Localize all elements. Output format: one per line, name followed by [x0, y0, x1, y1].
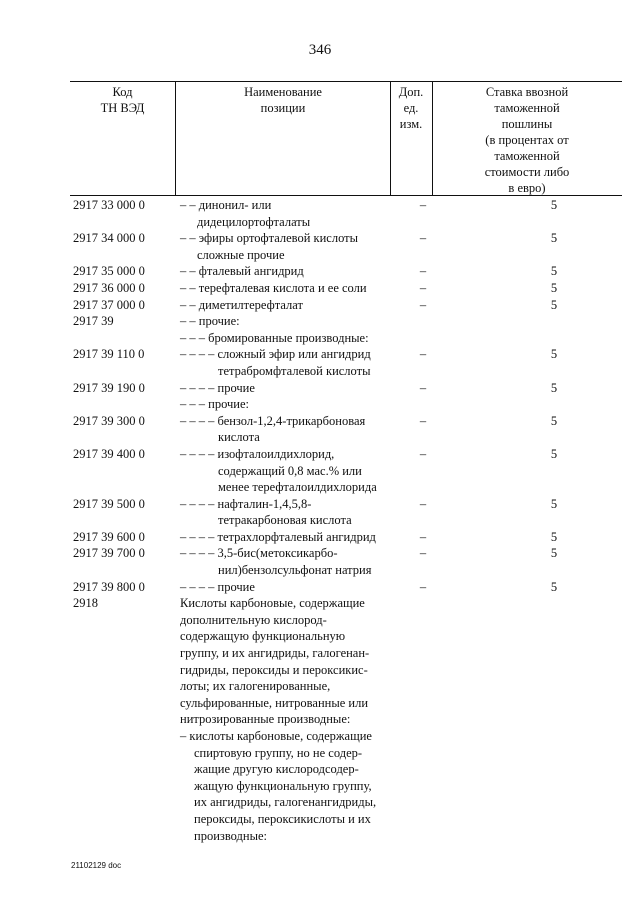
row-name-line: – кислоты карбоновые, содержащие: [180, 729, 372, 743]
row-rate: [456, 313, 622, 330]
row-unit: [390, 313, 456, 330]
row-name-line: сложные прочие: [197, 247, 285, 262]
header-rate: Ставка ввозной таможенной пошлины (в процентах от таможенной стоимости либо в евро): [484, 85, 570, 195]
table-row: [70, 595, 622, 728]
row-name-line: спиртовую группу, но не содер-: [194, 745, 363, 760]
row-unit: –: [419, 579, 427, 594]
row-rate: 5: [550, 496, 558, 511]
row-unit: –: [419, 231, 427, 246]
row-name-line: Кислоты карбоновые, содержащие: [180, 596, 365, 611]
row-rate: 5: [550, 280, 558, 295]
row-rate: [456, 728, 622, 844]
row-code: [70, 396, 178, 413]
table-row: [70, 197, 622, 230]
row-name: [178, 545, 390, 578]
row-name: [178, 595, 390, 728]
table-row: [70, 396, 622, 413]
row-unit: [390, 595, 456, 728]
row-rate: 5: [550, 297, 558, 312]
row-name: [178, 330, 390, 347]
row-name: [178, 579, 390, 596]
row-code: [70, 330, 178, 347]
row-name-line: – – – – сложный эфир или ангидрид: [180, 347, 371, 362]
row-name-line: – – – прочие:: [180, 397, 249, 412]
row-unit: –: [419, 198, 427, 212]
row-rate: [456, 330, 622, 347]
page-number: 346: [308, 42, 332, 58]
row-name-line: производные:: [194, 828, 267, 843]
document-file-id: 21102129 doc: [71, 861, 122, 870]
row-name-line: содержащий 0,8 мас.% или: [218, 463, 362, 478]
table-body: [70, 196, 622, 844]
row-name-line: – – фталевый ангидрид: [180, 264, 304, 279]
row-unit: [390, 728, 456, 844]
table-row: [70, 346, 622, 379]
tariff-table: [70, 81, 622, 844]
table-row: [70, 529, 622, 546]
row-name: [178, 446, 390, 496]
row-code: [70, 728, 178, 844]
row-code: 2917 39 400 0: [73, 446, 145, 461]
row-name-line: – – – – нафталин-1,4,5,8-: [180, 496, 312, 511]
row-name-line: – – динонил- или: [180, 198, 272, 212]
row-code: 2917 36 000 0: [73, 280, 145, 295]
table-row: [70, 263, 622, 280]
row-name: [178, 263, 390, 280]
row-name-line: группу, и их ангидриды, галогенан-: [180, 646, 370, 661]
row-name: [178, 230, 390, 263]
row-unit: –: [419, 496, 427, 511]
row-code: 2917 39 110 0: [73, 347, 145, 362]
row-name-line: – – – бромированные производные:: [180, 330, 369, 345]
row-name-line: лоты; их галогенированные,: [180, 679, 331, 694]
row-unit: –: [419, 264, 427, 279]
row-name-line: кислота: [218, 430, 260, 445]
row-rate: 5: [550, 446, 558, 461]
row-name-line: – – диметилтерефталат: [180, 297, 303, 312]
row-rate: 5: [550, 413, 558, 428]
row-code: 2918: [73, 596, 98, 611]
row-name-line: содержащую функциональную: [180, 629, 346, 644]
row-name-line: дидецилортофталаты: [197, 214, 311, 229]
table-row: [70, 413, 622, 446]
table-row: [70, 545, 622, 578]
header-name: Наименование позиции: [244, 85, 322, 115]
row-name-line: тетрабромфталевой кислоты: [218, 363, 371, 378]
row-rate: 5: [550, 347, 558, 362]
row-name-line: дополнительную кислород-: [180, 612, 327, 627]
row-code: 2917 39 500 0: [73, 496, 145, 511]
row-rate: [456, 396, 622, 413]
row-unit: –: [419, 297, 427, 312]
row-code: 2917 35 000 0: [73, 264, 145, 279]
row-name: [178, 313, 390, 330]
row-rate: 5: [550, 579, 558, 594]
row-name: [178, 197, 390, 230]
table-row: [70, 330, 622, 347]
row-name: [178, 413, 390, 446]
row-unit: –: [419, 380, 427, 395]
row-code: 2917 39 600 0: [73, 529, 145, 544]
row-rate: 5: [550, 264, 558, 279]
row-name-line: – – прочие:: [180, 314, 240, 329]
table-row: [70, 446, 622, 496]
header-unit: Доп. ед. изм.: [398, 85, 424, 131]
table-row: [70, 380, 622, 397]
table-row: [70, 297, 622, 314]
row-unit: –: [419, 529, 427, 544]
row-unit: –: [419, 446, 427, 461]
row-name-line: менее терефталоилдихлорида: [218, 480, 377, 495]
row-name: [178, 280, 390, 297]
row-name-line: жащие другую кислородсодер-: [194, 762, 359, 777]
table-row: [70, 313, 622, 330]
row-name-line: жащую функциональную группу,: [194, 778, 372, 793]
row-name-line: их ангидриды, галогенангидриды,: [194, 795, 377, 810]
header-divider: [175, 82, 176, 195]
row-name-line: – – – – 3,5-бис(метоксикарбо-: [180, 546, 338, 561]
row-name-line: нитрозированные производные:: [180, 712, 351, 727]
row-rate: 5: [550, 546, 558, 561]
row-unit: –: [419, 347, 427, 362]
row-name-line: – – – – прочие: [180, 579, 255, 594]
header-code: Код ТН ВЭД: [100, 85, 145, 115]
row-code: 2917 39 300 0: [73, 413, 145, 428]
row-name: [178, 529, 390, 546]
row-rate: 5: [550, 231, 558, 246]
row-name-line: пероксиды, пероксикислоты и их: [194, 811, 371, 826]
row-name-line: – – терефталевая кислота и ее соли: [180, 280, 367, 295]
row-rate: 5: [550, 198, 558, 212]
row-name-line: – – – – бензол-1,2,4-трикарбоновая: [180, 413, 366, 428]
row-name: [178, 380, 390, 397]
table-row: [70, 728, 622, 844]
row-name: [178, 728, 390, 844]
row-name-line: – – – – тетрахлорфталевый ангидрид: [180, 529, 376, 544]
row-rate: 5: [550, 380, 558, 395]
row-name-line: – – эфиры ортофталевой кислоты: [180, 231, 359, 246]
row-code: 2917 39 190 0: [73, 380, 145, 395]
row-name-line: сульфированные, нитрованные или: [180, 695, 369, 710]
row-name-line: – – – – прочие: [180, 380, 255, 395]
row-code: 2917 39 800 0: [73, 579, 145, 594]
row-name: [178, 297, 390, 314]
row-rate: 5: [550, 529, 558, 544]
row-name-line: нил)бензолсульфонат натрия: [218, 563, 372, 578]
row-code: 2917 39: [73, 314, 114, 329]
row-name-line: – – – – изофталоилдихлорид,: [180, 446, 335, 461]
table-header: [70, 81, 622, 196]
row-code: 2917 37 000 0: [73, 297, 145, 312]
table-row: [70, 579, 622, 596]
row-name-line: тетракарбоновая кислота: [218, 513, 352, 528]
row-name: [178, 396, 390, 413]
row-rate: [456, 595, 622, 728]
row-name: [178, 496, 390, 529]
row-code: 2917 34 000 0: [73, 231, 145, 246]
row-unit: –: [419, 546, 427, 561]
table-row: [70, 230, 622, 263]
row-unit: [390, 396, 456, 413]
row-name: [178, 346, 390, 379]
row-name-line: гидриды, пероксиды и пероксикис-: [180, 662, 368, 677]
row-unit: –: [419, 280, 427, 295]
row-code: 2917 33 000 0: [73, 198, 145, 212]
row-code: 2917 39 700 0: [73, 546, 145, 561]
row-unit: –: [419, 413, 427, 428]
table-row: [70, 496, 622, 529]
row-unit: [390, 330, 456, 347]
table-row: [70, 280, 622, 297]
